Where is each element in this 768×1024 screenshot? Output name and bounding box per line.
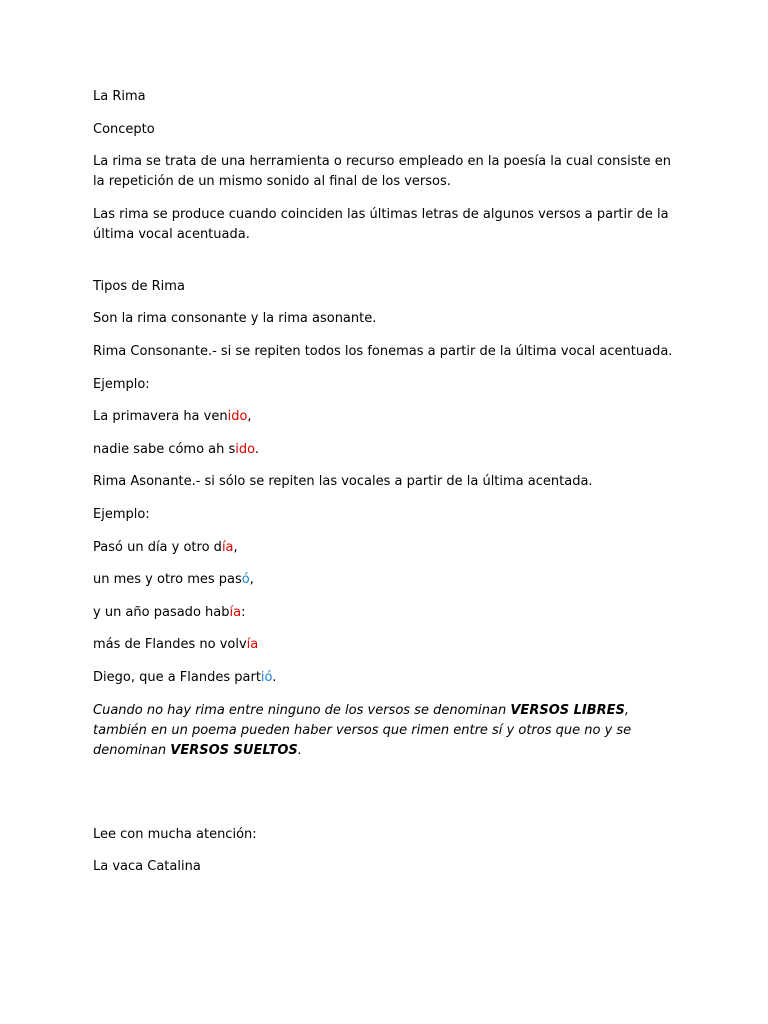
verse-text: y un año pasado hab (93, 604, 230, 620)
verse-text: un mes y otro mes pas (93, 572, 242, 588)
poem-title: La vaca Catalina (93, 859, 201, 875)
verse-punctuation: , (247, 409, 252, 425)
note-text: , también en un poema pueden haber versos que rimen entre sí y otros que no y se denominan (93, 702, 632, 758)
versos-sueltos-term: VERSOS SUELTOS (170, 742, 298, 758)
verse-text: Diego, que a Flandes part (93, 669, 261, 685)
concept-paragraph-1: La rima se trata de una herramienta o recurso empleado en la poesía la cual consiste en la repetición de un mismo sonido al final de los versos. (93, 154, 671, 190)
verse-text: más de Flandes no volv (93, 637, 247, 653)
asonante-definition: Rima Asonante.- si sólo se repiten las vocales a partir de la última acentada. (93, 474, 593, 490)
concept-heading: Concepto (93, 121, 155, 137)
read-prompt: Lee con mucha atención: (93, 826, 257, 842)
rhyme-highlight: ió (260, 669, 273, 685)
example2-verse-4 (93, 635, 673, 655)
consonante-definition: Rima Consonante.- si se repiten todos los fonemas a partir de la última vocal acentuada. (93, 343, 673, 359)
rhyme-highlight: ía (246, 637, 259, 653)
types-intro: Son la rima consonante y la rima asonante. (93, 311, 377, 327)
verse-punctuation: : (241, 604, 246, 620)
example-label-2: Ejemplo: (93, 506, 150, 522)
rhyme-highlight: ía (229, 604, 242, 620)
rhyme-highlight: ía (221, 539, 234, 555)
rhyme-highlight: ido (227, 409, 248, 425)
doc-title: La Rima (93, 89, 146, 104)
example-label-1: Ejemplo: (93, 376, 150, 392)
example2-verse-2 (93, 570, 673, 590)
example2-verse-3 (93, 603, 673, 623)
verse-text: La primavera ha ven (93, 409, 228, 425)
document-page (93, 87, 673, 890)
note-text: . (297, 742, 302, 758)
verse-text: Pasó un día y otro d (93, 539, 222, 555)
example2-verse-5 (93, 668, 673, 688)
note-text: Cuando no hay rima entre ninguno de los versos se denominan (93, 702, 511, 718)
versos-libres-term: VERSOS LIBRES (510, 702, 625, 718)
verse-punctuation: , (249, 572, 254, 588)
rhyme-highlight: ido (235, 441, 255, 457)
verse-punctuation: , (233, 539, 238, 555)
example1-verse-1 (93, 407, 673, 427)
verse-punctuation: . (272, 669, 277, 685)
example2-verse-1 (93, 538, 673, 558)
example1-verse-2 (93, 440, 673, 460)
types-heading: Tipos de Rima (93, 278, 185, 294)
rhyme-highlight: ó (241, 572, 250, 588)
verse-types-note (93, 701, 673, 761)
verse-text: nadie sabe cómo ah s (93, 441, 236, 457)
verse-punctuation: . (254, 441, 260, 457)
concept-paragraph-2: Las rima se produce cuando coinciden las últimas letras de algunos versos a partir de la última vocal acentuada. (93, 206, 669, 242)
